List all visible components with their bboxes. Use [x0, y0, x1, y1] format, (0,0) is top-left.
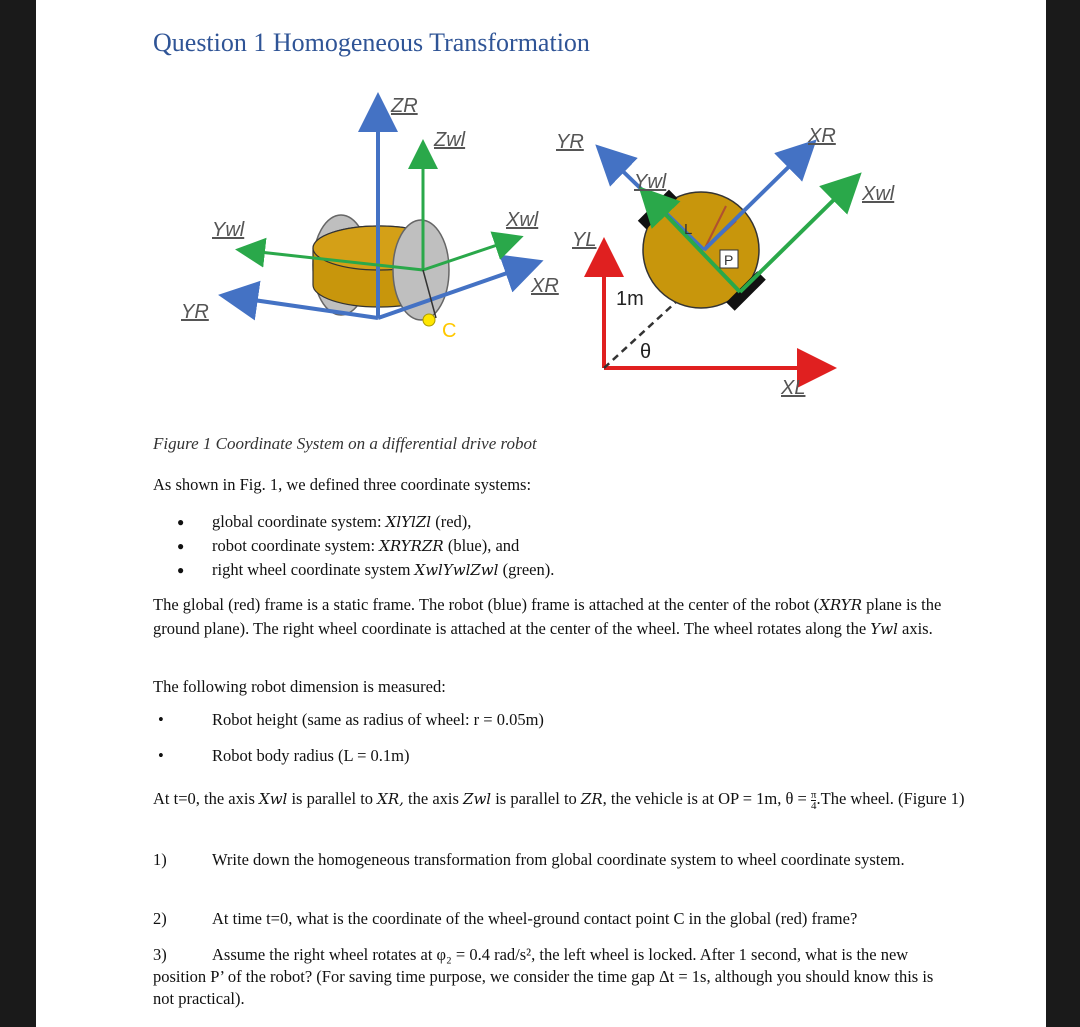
label-xl: XL: [781, 377, 806, 399]
question-3: 3) Assume the right wheel rotates at φ₂ = 0.4 rad/s², the left wheel is locked. After 1 second, what is the new position P’ of the robot? (For saving time purpose, we consider the time gap Δt = 1s, although you should know this is not practical).: [153, 945, 934, 1008]
label-1m: 1m: [616, 288, 644, 310]
label-yr-left: YR: [181, 301, 209, 323]
list-item: ● robot coordinate system: XRYRZR (blue), and: [153, 534, 554, 558]
label-c: C: [442, 320, 457, 342]
list-item: ● right wheel coordinate system XwlYwlZwl (green).: [153, 558, 554, 582]
initial-conditions: At t=0, the axis Xwl is parallel to XR, the axis Zwl is parallel to ZR, the vehicle is at OP = 1m, θ = $\frac{\pi}{4}$ .The wheel. (Figure 1): [153, 788, 965, 812]
frames-paragraph: The global (red) frame is a static frame. The robot (blue) frame is attached at the center of the robot (XRYR plane is the ground plane). The right wheel coordinate is attached at the center of the wheel. The wheel rotates along the Ywl axis.: [153, 595, 942, 638]
measured-intro: The following robot dimension is measured:: [153, 677, 446, 696]
figure-1: [36, 0, 1046, 430]
coordinate-systems-list: [153, 510, 554, 582]
label-zr-top: ZR: [391, 95, 418, 117]
label-ywl-right: Ywl: [634, 171, 667, 193]
label-theta: θ: [640, 341, 652, 363]
label-l: L: [684, 221, 693, 238]
intro-text: As shown in Fig. 1, we defined three coordinate systems:: [153, 475, 532, 494]
label-xr-left: XR: [531, 275, 559, 297]
label-ywl-left: Ywl: [212, 219, 245, 241]
question-1: 1) Write down the homogeneous transformation from global coordinate system to wheel coordinate system.: [153, 850, 905, 869]
label-yr-right: YR: [556, 131, 584, 153]
robot-top-view: [556, 125, 895, 399]
contact-point-c: [423, 314, 435, 326]
list-item: ● global coordinate system: XlYlZl (red),: [153, 510, 554, 534]
label-yl: YL: [572, 229, 597, 251]
figure-caption: Figure 1 Coordinate System on a differential drive robot: [153, 434, 537, 453]
label-xwl-left: Xwl: [506, 209, 539, 231]
label-xwl-right: Xwl: [862, 183, 895, 205]
label-p: P: [724, 252, 734, 268]
question-2: 2) At time t=0, what is the coordinate of the wheel-ground contact point C in the global (red) frame?: [153, 909, 858, 928]
label-xr-right: XR: [808, 125, 836, 147]
label-zwl: Zwl: [434, 129, 466, 151]
page-title: Question 1 Homogeneous Transformation: [153, 28, 590, 57]
document-page: Question 1 Homogeneous Transformation C ZR Zwl Ywl Xwl XR YR L P 1m θ YR Ywl YL XR Xwl XL Figure 1 Coordinate System on a differential drive robot As shown in Fig. 1, we defined three coordinate systems: ● global coordinate system: XlYlZl (red), ● robot coordinate system: XRYRZR (blue), and ● right wheel coordinate system XwlYwlZwl (green). The global (red) frame is a static frame. The robot (blue) frame is attached at the center of the robot (XRYR plane is the ground plane). The right wheel coordinate is attached at the center of the wheel. The wheel rotates along the Ywl axis. The following robot dimension is measured: • Robot height (same as radius of wheel: r = 0.05m) • Robot body radius (L = 0.1m) At t=0, the axis Xwl is parallel to XR, the axis Zwl is parallel to ZR, the vehicle is at OP = 1m, θ = $\frac{\pi}{4}$ .The wheel. (Figure 1) 1) Write down the homogeneous transformation from global coordinate system to wheel coordinate system. 2) At time t=0, what is the coordinate of the wheel-ground contact point C in the global (red) frame? 3) Assume the right wheel rotates at φ₂ = 0.4 rad/s², the left wheel is locked. After 1 second, what is the new position P’ of the robot? (For saving time purpose, we consider the time gap Δt = 1s, although you should know this is not practical).: [36, 0, 1046, 1027]
robot-3d-view: [181, 95, 559, 342]
